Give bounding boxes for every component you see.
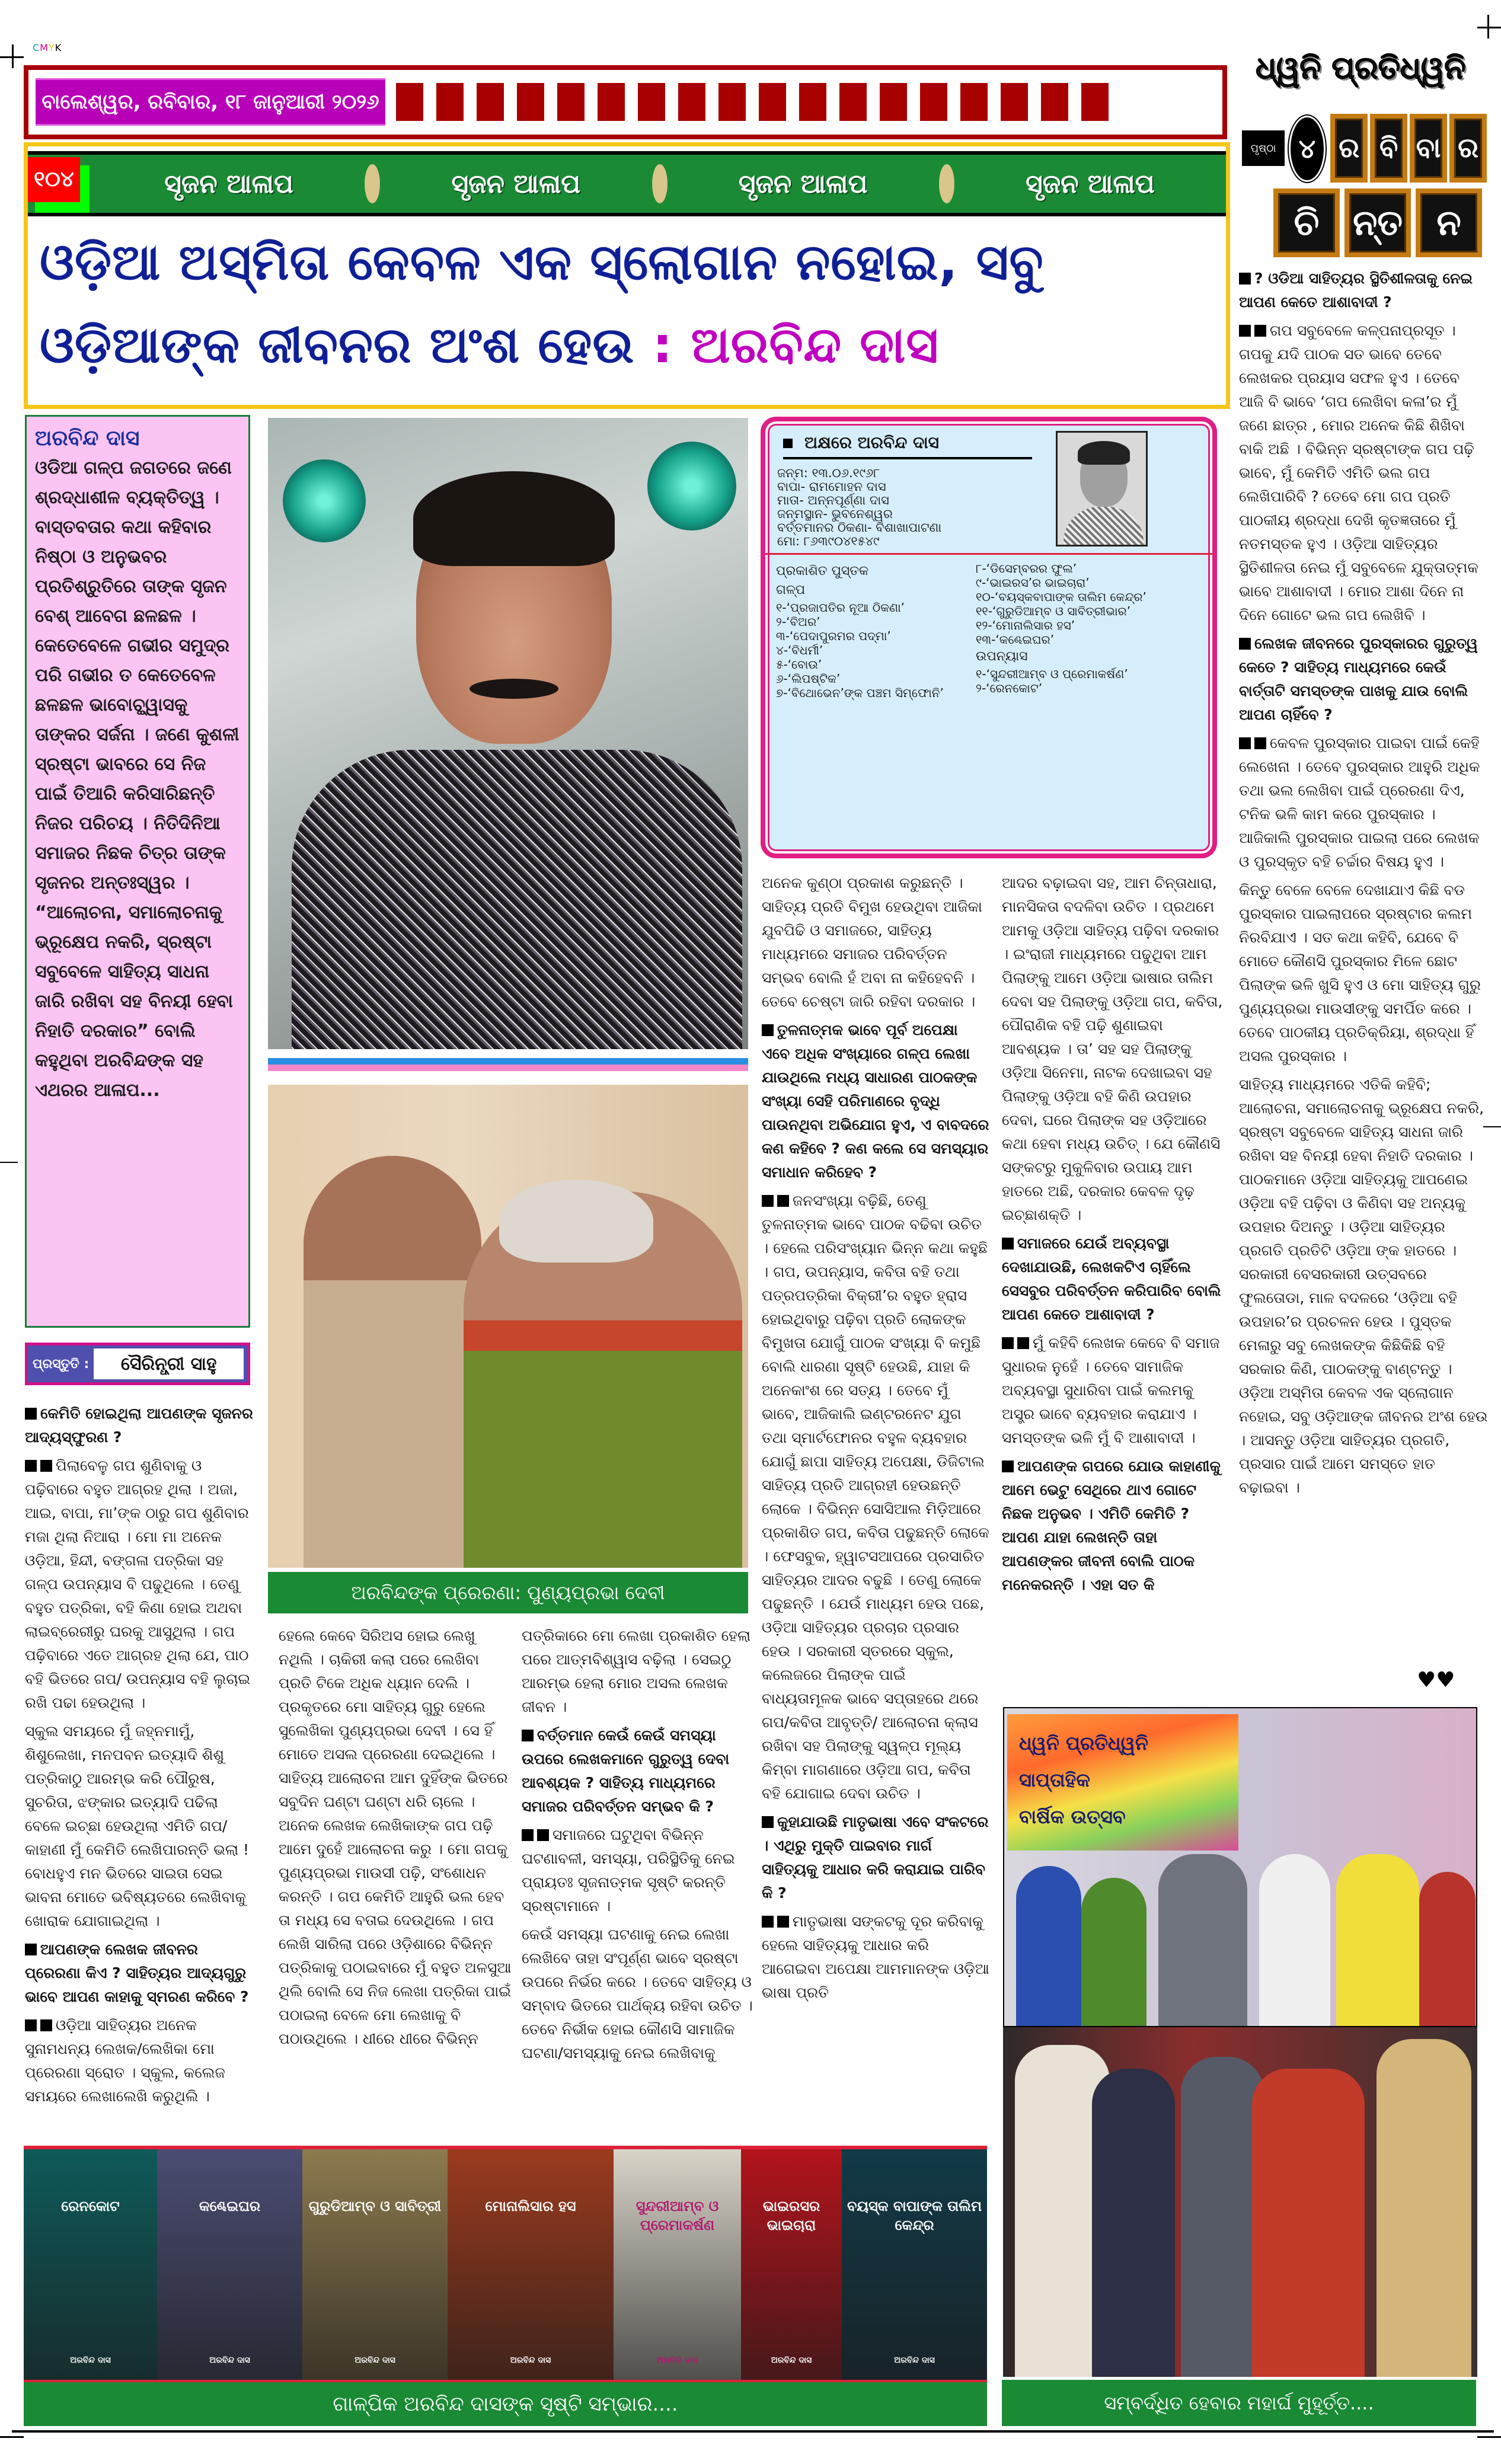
interview-question	[522, 1724, 753, 1819]
profile-box	[761, 417, 1217, 858]
decorative-stripes	[396, 83, 1222, 121]
square-bullet-icon	[25, 1460, 37, 1472]
interview-column	[1239, 267, 1488, 1663]
paragraph-text: ମୁଁ କହିବି ଲେଖକ କେବେ ବି ସମାଜ ସୁଧାରକ ନୁହେଁ । ତେବେ ସାମାଜିକ ଅବ୍ୟବସ୍ଥା ସୁଧାରିବା ପାଇଁ କଲମକୁ ଅସ୍ତ୍ର ଭାବେ ବ୍ୟବହାର କରାଯାଏ । ସମସ୍ତଙ୍କ ଭଳି ମୁଁ ବି ଆଶାବାଦୀ ।	[1002, 1334, 1220, 1446]
book-item: ୫-‘ବୋଉ’	[776, 657, 822, 672]
award-event-photo	[1003, 1707, 1477, 2377]
paragraph-text: ବର୍ତ୍ତମାନ କେଉଁ କେଉଁ ସମସ୍ୟା ଉପରେ ଲେଖକମାନେ ଗୁରୁତ୍ୱ ଦେବା ଆବଶ୍ୟକ ? ସାହିତ୍ୟ ମାଧ୍ୟମରେ ସମାଜର ପରିବର୍ତ୍ତନ ସମ୍ଭବ କି ?	[522, 1727, 730, 1815]
photo-caption: ଅରବିନ୍ଦଙ୍କ ପ୍ରେରଣା: ପୁଣ୍ୟପ୍ରଭା ଦେବୀ	[268, 1572, 748, 1613]
profile-title-text: ଅକ୍ଷରେ ଅରବିନ୍ଦ ଦାସ	[804, 433, 939, 452]
section-label: ସୃଜନ ଆଳାପ	[164, 168, 293, 199]
issue-number: ୧୦୪	[28, 157, 80, 202]
paragraph-text: ହେଲେ କେବେ ସିରିଅସ ହୋଇ ଲେଖୁ ନଥିଲି । ଚାକିରୀ କଲା ପରେ ଲେଖିବା ପ୍ରତି ଟିକେ ଅଧିକ ଧ୍ୟାନ ଦେଲି । ପ୍ରକୃତରେ ମୋ ସାହିତ୍ୟ ଗୁରୁ ହେଲେ ସୁଲେଖିକା ପୁଣ୍ୟପ୍ରଭା ଦେବୀ । ସେ ହିଁ ମୋତେ ଅସଲ ପ୍ରେରଣା ଦେଇଥିଲେ । ସାହିତ୍ୟ ଆଲୋଚନା ଆମ ଦୁହିଁଙ୍କ ଭିତରେ ସବୁଦିନ ଘଣ୍ଟା ଘଣ୍ଟା ଧରି ଚାଲେ । ଅନେକ ଲେଖକ ଲେଖିକାଙ୍କ ଗପ ପଢ଼ି ଆମେ ଦୁହେଁ ଆଲୋଚନା କରୁ । ମୋ ଗପକୁ ପୁଣ୍ୟପ୍ରଭା ମାଉସୀ ପଢ଼ି, ସଂଶୋଧନ କରନ୍ତି । ଗପ କେମିତି ଆହୁରି ଭଲ ହେବ ତା ମଧ୍ୟ ସେ ବତାଇ ଦେଉଥିଲେ । ଗପ ଲେଖି ସାରିଲା ପରେ ଓଡ଼ିଶାରେ ବିଭିନ୍ନ ପତ୍ରିକାକୁ ପଠାଇବାରେ ମୁଁ ବହୁତ ଅଳସୁଆ ଥିଲି ବୋଲି ସେ ନିଜ ଲେଖା ପତ୍ରିକା ପାଇଁ ପଠାଇଲା ବେଳେ ମୋ ଲେଖାକୁ ବି ପଠାଉଥିଲେ । ଧୀରେ ଧୀରେ ବିଭିନ୍ନ	[279, 1627, 512, 2047]
book-item: ୧୧-‘ଗୁରୁଡିଆମ୍ବ ଓ ସାବିତ୍ରୀଭାର’	[976, 604, 1131, 618]
interview-question	[25, 1938, 253, 2009]
square-bullet-icon	[1239, 273, 1251, 285]
book-cover	[24, 2149, 157, 2380]
book-title: ସୁନ୍ଦରୀଆମ୍ବ ଓ ପ୍ରେମାକର୍ଷଣ	[635, 2198, 719, 2233]
interview-column	[279, 1624, 513, 2140]
paragraph-text: ସ୍କୁଲ ସମୟରେ ମୁଁ ଜହ୍ନମାମୁଁ, ଶିଶୁଲେଖା, ମନପବନ ଇତ୍ୟାଦି ଶିଶୁ ପତ୍ରିକାଠୁ ଆରମ୍ଭ କରି ପୌରୁଷ, ସୁଚରିତା, ଝଙ୍କାର ଇତ୍ୟାଦି ପଢିଲା ବେଳେ ଇଚ୍ଛା ହେଉଥିଲା ଏମିତି ଗପ/ କାହାଣୀ ମୁଁ କେମିତି ଲେଖିପାରନ୍ତି ଭଲା ! ବୋଧହୁଏ ମନ ଭିତରେ ସାଇତା ସେଇ ଭାବନା ମୋତେ ଭବିଷ୍ୟତରେ ଲେଖିବାକୁ ଖୋରାକ ଯୋଗାଇଥିଲା ।	[25, 1722, 250, 1929]
book-title: ମୋନାଲିସାର ହସ	[485, 2198, 576, 2214]
fact-phone: ମୋ: ୮୬୩୯୦୪୧୫୪୯	[777, 534, 880, 548]
square-bullet-icon	[25, 1944, 37, 1955]
intro-name: ଅରବିନ୍ଦ ଦାସ	[35, 426, 140, 450]
square-bullet-icon	[522, 1730, 534, 1741]
dot-separator-icon	[652, 164, 668, 203]
headline-block	[24, 142, 1230, 409]
book-item: ୧-‘ପ୍ରଜାପତିର ନୂଆ ଠିକଣା’	[776, 600, 905, 615]
square-bullet-icon	[1017, 1337, 1029, 1349]
paragraph-text: ଅନେକ କୁଣ୍ଠା ପ୍ରକାଶ କରୁଛନ୍ତି । ସାହିତ୍ୟ ପ୍ରତି ବିମୁଖ ହେଉଥିବା ଆଜିକା ଯୁବପିଢି ଓ ସମାଜରେ, ସାହିତ୍ୟ ମାଧ୍ୟମରେ ସମାଜର ପରିବର୍ତ୍ତନ ସମ୍ଭବ ବୋଲି ହଁ ଅବା ନା କହିହେବନି । ତେବେ ଚେଷ୍ଟା ଜାରି ରହିବା ଦରକାର ।	[762, 874, 982, 1010]
book-cover	[842, 2149, 987, 2380]
book-item: ୧୨-‘ମୋନାଲିସାର ହସ’	[976, 618, 1075, 632]
author-portrait-photo	[268, 418, 748, 1049]
book-item: ୧୦-‘ବୟସ୍କବାପାଙ୍କ ତାଲିମ କେନ୍ଦ୍ର’	[976, 590, 1146, 604]
book-item: ୩-‘ପେଦାପୁରମର ପଦ୍ମା’	[776, 629, 891, 643]
interview-paragraph	[1239, 1073, 1488, 1500]
paragraph-text: ଆଦର ବଢ଼ାଇବା ସହ, ଆମ ଚିନ୍ତାଧାରା, ମାନସିକତା ବଦଳିବା ଉଚିତ । ପ୍ରଥମେ ଆମକୁ ଓଡ଼ିଆ ସାହିତ୍ୟ ପଢ଼ିବା ଦରକାର । ଇଂରାଜୀ ମାଧ୍ୟମରେ ପଢୁଥିବା ଆମ ପିଲାଙ୍କୁ ଆମେ ଓଡ଼ିଆ ଭାଷାର ତାଲିମ ଦେବା ସହ ପିଲାଙ୍କୁ ଓଡ଼ିଆ ଗପ, କବିତା, ପୌରାଣିକ ବହି ପଢ଼ି ଶୁଣାଇବା ଆବଶ୍ୟକ । ତା’ ସହ ସହ ପିଲାଙ୍କୁ ଓଡ଼ିଆ ସିନେମା, ନାଟକ ଦେଖାଇବା ସହ ପିଲାଙ୍କୁ ଓଡ଼ିଆ ବହି କିଣି ଉପହାର ଦେବା, ଘରେ ପିଲାଙ୍କ ସହ ଓଡ଼ିଆରେ କଥା ହେବା ମଧ୍ୟ ଉଚିତ୍ । ଯେ କୌଣସି ସଙ୍କଟରୁ ମୁକୁଳିବାର ଉପାୟ ଆମ ହାତରେ ଅଛି, ଦରକାର କେବଳ ଦୃଢ଼ ଇଚ୍ଛାଶକ୍ତି ।	[1002, 874, 1223, 1223]
square-bullet-icon	[762, 1816, 774, 1828]
paragraph-text: ପତ୍ରିକାରେ ମୋ ଲେଖା ପ୍ରକାଶିତ ହେଲା ପରେ ଆତ୍ମବିଶ୍ୱାସ ବଢ଼ିଲା । ସେଇଠୁ ଆରମ୍ଭ ହେଲା ମୋର ଅସଲ ଲେଖକ ଜୀବନ ।	[522, 1627, 751, 1715]
interview-answer	[1239, 319, 1488, 627]
interview-question	[762, 1018, 990, 1184]
byline	[25, 1343, 250, 1385]
book-title: ଗୁରୁଡିଆମ୍ବ ଓ ସାବିତ୍ରୀ	[308, 2198, 442, 2214]
square-bullet-icon	[40, 1460, 52, 1472]
byline-label: ପ୍ରସ୍ତୁତି :	[33, 1356, 90, 1372]
byline-name: ସୈରିନ୍ଧ୍ରୀ ସାହୁ	[94, 1348, 244, 1379]
interview-paragraph	[1002, 871, 1224, 1227]
interview-paragraph	[279, 1624, 513, 2051]
book-item: ୯-‘ଭାଇରସ’ର ଭାଇଚାରା’	[976, 576, 1090, 590]
fact-address: ବର୍ତ୍ତମାନର ଠିକଣା- ବିଶାଖାପାଟଣା	[777, 520, 942, 535]
book-item: ୧୩-‘କଣ୍ଢେଇଘର’	[976, 632, 1055, 647]
square-bullet-icon	[1002, 1337, 1014, 1349]
interview-column	[1002, 871, 1224, 1698]
book-title: ରେନକୋଟ	[61, 2198, 120, 2214]
event-photo-caption: ସମ୍ବର୍ଦ୍ଧିତ ହେବାର ମହାର୍ଘ ମୁହୂର୍ତ୍ତ....	[1002, 2380, 1476, 2426]
day-tile: ବା	[1410, 114, 1447, 183]
book-title: ବୟସ୍କ ବାପାଙ୍କ ତାଲିମ କେନ୍ଦ୍ର	[847, 2198, 982, 2233]
headline-name: ଅରବିନ୍ଦ ଦାସ	[691, 316, 939, 374]
square-bullet-icon	[762, 1024, 774, 1036]
interview-question	[1002, 1455, 1224, 1597]
newspaper-logo: ଧ୍ୱନି ପ୍ରତିଧ୍ୱନି	[1255, 50, 1466, 86]
issue-number-badge	[28, 157, 93, 210]
section-band	[28, 151, 1226, 216]
novels-heading: ଉପନ୍ୟାସ	[976, 649, 1028, 664]
crop-mark	[1477, 2436, 1501, 2438]
paragraph-text: ଲେଖକ ଜୀବନରେ ପୁରସ୍କାରର ଗୁରୁତ୍ୱ କେତେ ? ସାହିତ୍ୟ ମାଧ୍ୟମରେ କେଉଁ ବାର୍ତ୍ତାଟି ସମସ୍ତଙ୍କ ପାଖକୁ ଯାଉ ବୋଲି ଆପଣ ଚାହିଁବେ ?	[1239, 635, 1478, 723]
day-tile: ର	[1449, 114, 1487, 183]
book-author: ଅରବିନ୍ଦ ଦାସ	[510, 2356, 551, 2365]
paragraph-text: ଗପ ସବୁବେଳେ କଳ୍ପନାପ୍ରସୂତ । ଗପକୁ ଯଦି ପାଠକ ସତ ଭାବେ ତେବେ ଲେଖକର ପ୍ରୟାସ ସଫଳ ହୁଏ । ତେବେ ଆଜି ବି ଭାବେ ‘ଗପ ଲେଖିବା କଳା’ର ମୁଁ ଜଣେ ଛାତ୍ର , ମୋର ଅନେକ କିଛି ଶିଖିବା ବାକି ଅଛି । ବିଭିନ୍ନ ସ୍ରଷ୍ଟାଙ୍କ ଗପ ପଢ଼ି ଭାବେ, ମୁଁ କେମିତି ଏମିତି ଭଲ ଗପ ଲେଖିପାରିବି ? ତେବେ ମୋ ଗପ ପ୍ରତି ପାଠକୀୟ ଶ୍ରଦ୍ଧା ଦେଖି କୃତଜ୍ଞତାରେ ମୁଁ ନତମସ୍ତକ ହୁଏ । ଓଡ଼ିଆ ସାହିତ୍ୟର ସ୍ଥିତିଶୀଳତା ନେଇ ମୁଁ ସବୁବେଳେ ଯୁକ୍ତାତ୍ମକ ଭାବେ ଆଶାବାଦୀ । ମୋର ଆଶା ଦିନେ ନା ଦିନେ ଗୋଟେ ଭଲ ଗପ ଲେଖିବି ।	[1239, 322, 1478, 624]
paragraph-text: କୁହାଯାଉଛି ମାତୃଭାଷା ଏବେ ସଂକଟରେ । ଏଥିରୁ ମୁକ୍ତି ପାଇବାର ମାର୍ଗ ସାହିତ୍ୟକୁ ଆଧାର କରି କରାଯାଇ ପାରିବ କି ?	[762, 1813, 989, 1901]
end-mark: ♥♥	[1417, 1668, 1455, 1692]
square-bullet-icon	[1254, 737, 1266, 749]
crop-mark	[1487, 15, 1489, 39]
paragraph-text: ଆପଣଙ୍କ ଲେଖକ ଜୀବନର ପ୍ରେରଣା କିଏ ? ସାହିତ୍ୟର ଆଦ୍ୟଗୁରୁ ଭାବେ ଆପଣ କାହାକୁ ସ୍ମରଣ କରିବେ ?	[25, 1941, 249, 2005]
intro-box	[25, 415, 250, 1328]
book-cover	[741, 2149, 842, 2380]
paragraph-text: କେମିତି ହୋଇଥିଲା ଆପଣଙ୍କ ସୃଜନର ଆଦ୍ୟସ୍ଫୁରଣ ?	[25, 1405, 253, 1446]
interview-question	[762, 1810, 990, 1905]
book-cover	[157, 2149, 302, 2380]
book-covers-caption: ଗାଳ୍ପିକ ଅରବିନ୍ଦ ଦାସଙ୍କ ସୃଷ୍ଟି ସମ୍ଭାର....	[24, 2380, 987, 2426]
square-bullet-icon	[522, 1829, 534, 1841]
paragraph-text: କେଉଁ ସମସ୍ୟା ଘଟଣାକୁ ନେଇ ଲେଖା ଲେଖିବେ ତାହା ସଂପୂର୍ଣ୍ଣ ଭାବେ ସ୍ରଷ୍ଟା ଉପରେ ନିର୍ଭର କରେ । ତେବେ ସାହିତ୍ୟ ଓ ସମ୍ବାଦ ଭିତରେ ପାର୍ଥକ୍ୟ ରହିବା ଉଚିତ । ତେବେ ନିର୍ଭୀକ ହୋଇ କୌଣସି ସାମାଜିକ ଘଟଣା/ସମସ୍ୟାକୁ ନେଇ ଲେଖିବାକୁ	[522, 1926, 753, 2062]
interview-column	[762, 871, 990, 2140]
book-cover	[614, 2149, 741, 2380]
square-bullet-icon	[1239, 638, 1251, 650]
book-item: ୨-‘ବିଅର’	[776, 615, 820, 629]
interview-paragraph	[1239, 878, 1488, 1068]
book-title: ଭାଇରସର ଭାଇଚାରା	[762, 2198, 820, 2233]
book-author: ଅରବିନ୍ଦ ଦାସ	[771, 2356, 812, 2365]
book-author: ଅରବିନ୍ଦ ଦାସ	[70, 2356, 111, 2365]
headline-separator: :	[652, 316, 673, 374]
paragraph-text: ଆପଣଙ୍କ ଗପରେ ଯୋଉ କାହାଣୀକୁ ଆମେ ଭେଟୁ ସେଥିରେ ଥାଏ ଗୋଟେ ନିଛକ ଅନୁଭବ । ଏମିତି କେମିତି ? ଆପଣ ଯାହା ଲେଖନ୍ତି ତାହା ଆପଣଙ୍କର ଜୀବନୀ ବୋଲି ପାଠକ ମନେକରନ୍ତି । ଏହା ସତ କି	[1002, 1458, 1221, 1593]
section-label: ସୃଜନ ଆଳାପ	[1026, 168, 1155, 199]
profile-photo	[1056, 431, 1148, 547]
paragraph-text: କେବଳ ପୁରସ୍କାର ପାଇବା ପାଇଁ କେହି ଲେଖେନା । ତେବେ ପୁରସ୍କାର ଆହୁରି ଅଧିକ ତଥା ଭଲ ଲେଖିବା ପାଇଁ ପ୍ରେରଣା ଦିଏ, ଟନିକ ଭଳି କାମ କରେ ପୁରସ୍କାର । ଆଜିକାଲି ପୁରସ୍କାର ପାଇଲା ପରେ ଲେଖକ ଓ ପୁରସ୍କୃତ ବହି ଚର୍ଚ୍ଚାର ବିଷୟ ହୁଏ ।	[1239, 734, 1480, 870]
crop-mark	[1477, 27, 1501, 28]
felicitation-photo	[1003, 1707, 1477, 2027]
intro-text: ଓଡିଆ ଗଳ୍ପ ଜଗତରେ ଜଣେ ଶ୍ରଦ୍ଧାଶୀଳ ବ୍ୟକ୍ତିତ୍ୱ । ବାସ୍ତବତାର କଥା କହିବାର ନିଷ୍ଠା ଓ ଅନୁଭବର ପ୍ରତିଶ୍ରୁତିରେ ତାଙ୍କ ସୃଜନ ବେଶ୍ ଆବେଗ ଛଳଛଳ । କେତେବେଳେ ଗଭୀର ସମୁଦ୍ର ପରି ଗଭୀର ତ କେତେବେଳ ଛଳଛଳ ଭାବୋଚ୍ଛ୍ୱାସକୁ ତାଙ୍କର ସର୍ଜନା । ଜଣେ କୁଶଳୀ ସ୍ରଷ୍ଟା ଭାବରେ ସେ ନିଜ ପାଇଁ ତିଆରି କରିସାରିଛନ୍ତି ନିଜର ପରିଚୟ । ନିତିଦିନିଆ ସମାଜର ନିଛକ ଚିତ୍ର ତାଙ୍କ ସୃଜନର ଅନ୍ତଃସ୍ୱର । “ଆଲୋଚନା, ସମାଲୋଚନାକୁ ଭ୍ରୂକ୍ଷେପ ନକରି, ସ୍ରଷ୍ଟା ସବୁବେଳେ ସାହିତ୍ୟ ସାଧନା ଜାରି ରଖିବା ସହ ବିନୟୀ ହେବା ନିହାତି ଦରକାର” ବୋଲି କହୁଥିବା ଅରବିନ୍ଦଙ୍କ ସହ ଏଥରର ଆଳାପ...	[35, 458, 239, 1101]
interview-answer	[762, 1910, 990, 2005]
interview-answer	[762, 1189, 990, 1805]
crop-mark	[12, 44, 14, 68]
square-bullet-icon	[1254, 325, 1266, 337]
profile-title	[783, 432, 1032, 459]
square-bullet-icon	[25, 1408, 37, 1420]
square-bullet-icon	[1239, 737, 1251, 749]
book-item: ୮-‘ଡିସେମ୍ବରର ଫୁଲ’	[976, 561, 1077, 576]
interview-column	[25, 1402, 253, 2137]
section-tile: ଚି	[1273, 188, 1340, 257]
paragraph-text: ପିଲାବେଳୁ ଗପ ଶୁଣିବାକୁ ଓ ପଢ଼ିବାରେ ବହୁତ ଆଗ୍ରହ ଥିଲା । ଅଜା, ଆଇ, ବାପା, ମା’ଙ୍କ ଠାରୁ ଗପ ଶୁଣିବାର ମଜା ଥିଲା ନିଆରା । ମୋ ମା ଅନେକ ଓଡ଼ିଆ, ହିନ୍ଦୀ, ବଙ୍ଗଳା ପତ୍ରିକା ସହ ଗଳ୍ପ ଉପନ୍ୟାସ ବି ପଢୁଥିଲେ । ତେଣୁ ବହୁତ ପତ୍ରିକା, ବହି କିଣା ହୋଇ ଅଥବା ଲାଇବ୍ରେରୀରୁ ଘରକୁ ଆସୁଥିଲା । ଗପ ପଢ଼ିବାରେ ଏତେ ଆଗ୍ରହ ଥିଲା ଯେ, ପାଠ ବହି ଭିତରେ ଗପ/ ଉପନ୍ୟାସ ବହି ଲୁଚାଇ ରଖି ପଢା ହେଉଥିଲା ।	[25, 1457, 251, 1711]
section-tile: ନ୍ତ	[1344, 188, 1411, 257]
decorative-divider	[268, 1058, 748, 1071]
page-bottom-rule	[12, 2430, 1494, 2433]
award-presentation-photo	[1003, 2027, 1477, 2377]
interview-answer	[25, 1454, 253, 1715]
interview-question	[1002, 1232, 1224, 1327]
interview-paragraph	[762, 871, 990, 1014]
paragraph-text: ଓଡ଼ିଆ ସାହିତ୍ୟର ଅନେକ ସୁନାମଧନ୍ୟ ଲେଖକ/ଲେଖିକା ମୋ ପ୍ରେରଣା ସ୍ରୋତ । ସ୍କୁଲ, କଲେଜ ସମୟରେ ଲେଖାଲେଖି କରୁଥିଲି ।	[25, 2016, 225, 2105]
paragraph-text: ତୁଳନାତ୍ମକ ଭାବେ ପୂର୍ବ ଅପେକ୍ଷା ଏବେ ଅଧିକ ସଂଖ୍ୟାରେ ଗଳ୍ପ ଲେଖା ଯାଉଥିଲେ ମଧ୍ୟ ସାଧାରଣ ପାଠକଙ୍କ ସଂଖ୍ୟା ସେହି ପରିମାଣରେ ବୃଦ୍ଧି ପାଉନଥିବା ଅଭିଯୋଗ ହୁଏ, ଏ ବାବଦରେ କଣ କହିବେ ? କଣ କଲେ ସେ ସମସ୍ୟାର ସମାଧାନ କରିହେବ ?	[762, 1021, 989, 1181]
book-item: ୨-‘ରେନକୋଟ’	[976, 681, 1043, 695]
interview-paragraph	[522, 1624, 753, 1719]
day-tile: ର	[1330, 114, 1368, 183]
day-tile: ବି	[1370, 114, 1407, 183]
dot-separator-icon	[365, 164, 380, 203]
square-bullet-icon	[1239, 325, 1251, 337]
interview-question	[1239, 632, 1488, 727]
page-label: ପୃଷ୍ଠା	[1242, 130, 1285, 166]
interview-answer	[522, 1823, 753, 1918]
profile-facts	[777, 466, 1047, 548]
stories-heading: ଗଳ୍ପ	[776, 583, 806, 597]
square-bullet-icon	[40, 2019, 52, 2031]
square-bullet-icon	[762, 1195, 774, 1207]
event-banner	[1007, 1714, 1238, 1851]
paragraph-text: ମାତୃଭାଷା ସଙ୍କଟକୁ ଦୂର କରିବାକୁ ହେଲେ ସାହିତ୍ୟକୁ ଆଧାର କରି ଆଗେଇବା ଅପେକ୍ଷା ଆମମାନଙ୍କ ଓଡ଼ିଆ ଭାଷା ପ୍ରତି	[762, 1913, 989, 2001]
book-covers-strip	[24, 2146, 987, 2380]
book-author: ଅରବିନ୍ଦ ଦାସ	[894, 2356, 935, 2365]
book-author: ଅରବିନ୍ଦ ଦାସ	[657, 2356, 698, 2365]
fact-birthplace: ଜନ୍ମସ୍ଥାନ- ଭୁବନେଶ୍ୱର	[777, 507, 893, 521]
section-label: ସୃଜନ ଆଳାପ	[738, 168, 868, 199]
book-item: ୭-‘ବିଥୋଭେନ’ଙ୍କ ପଞ୍ଚମ ସିମ୍ଫୋନି’	[776, 686, 944, 700]
bullet-icon	[783, 439, 793, 448]
banner-text: ବାର୍ଷିକ ଉତ୍ସବ	[1019, 1805, 1126, 1828]
book-author: ଅରବିନ୍ଦ ଦାସ	[355, 2356, 395, 2365]
page-number: ୪	[1289, 116, 1326, 182]
square-bullet-icon	[1002, 1238, 1014, 1249]
book-item: ୧-‘ସୁନ୍ଦରୀଆମ୍ବ ଓ ପ୍ରେମାକର୍ଷଣ’	[976, 667, 1128, 681]
published-heading: ପ୍ରକାଶିତ ପୁସ୍ତକ	[776, 564, 869, 579]
interview-question	[25, 1402, 253, 1449]
fact-dob: ଜନ୍ମ: ୧୩.୦୬.୧୯୬୮	[777, 466, 880, 480]
books-list-right	[976, 561, 1201, 695]
paragraph-text: ସମାଜରେ ଯେଉଁ ଅବ୍ୟବସ୍ଥା ଦେଖାଯାଉଛି, ଲେଖକଟିଏ ଚାହିଁଲେ ସେସବୁର ପରିବର୍ତ୍ତନ କରିପାରିବ ବୋଲି ଆପଣ କେତେ ଆଶାବାଦୀ ?	[1002, 1235, 1221, 1323]
books-list-left	[776, 561, 972, 700]
interview-answer	[1239, 731, 1488, 874]
book-cover	[448, 2149, 614, 2380]
banner-text: ଧ୍ୱନି ପ୍ରତିଧ୍ୱନି	[1019, 1732, 1148, 1754]
divider	[765, 553, 1212, 555]
interview-column	[522, 1624, 753, 2140]
interview-answer	[25, 2014, 253, 2108]
interview-answer	[1002, 1331, 1224, 1450]
headline-line-1: ଓଡ଼ିଆ ଅସ୍ମିତା କେବଳ ଏକ ସ୍ଲୋଗାନ ନହୋଇ, ସବୁ	[40, 233, 1044, 291]
fact-mother: ମାତା- ଅନ୍ନପୂର୍ଣ୍ଣା ଦାସ	[777, 493, 889, 507]
square-bullet-icon	[1002, 1460, 1014, 1472]
section-tile: ନ	[1416, 188, 1482, 257]
square-bullet-icon	[777, 1916, 789, 1928]
registration-mark	[0, 1162, 18, 1163]
cmyk-mark: CMYK	[33, 42, 62, 53]
dateline-bar	[24, 65, 1227, 139]
crop-mark	[0, 2436, 24, 2438]
paragraph-text: ଜନସଂଖ୍ୟା ବଢ଼ିଛି, ତେଣୁ ତୁଳନାତ୍ମକ ଭାବେ ପାଠକ ବଢିବା ଉଚିତ । ହେଲେ ପରିସଂଖ୍ୟାନ ଭିନ୍ନ କଥା କହୁଛି । ଗପ, ଉପନ୍ୟାସ, କବିତା ବହି ତଥା ପତ୍ରପତ୍ରିକା ବିକ୍ରୀ’ର ବହୁତ ହ୍ରାସ ହୋଇଥିବାରୁ ପଢ଼ିବା ପ୍ରତି ଲୋକଙ୍କ ବିମୁଖତା ଯୋଗୁଁ ପାଠକ ସଂଖ୍ୟା ବି କମୁଛି ବୋଲି ଧାରଣା ସୃଷ୍ଟି ହେଉଛି, ଯାହା କି ଅନେକାଂଶ ରେ ସତ୍ୟ । ତେବେ ମୁଁ ଭାବେ, ଆଜିକାଲି ଇଣ୍ଟରନେଟ ଯୁଗ ତଥା ସ୍ମାର୍ଟଫୋନର ବହୁଳ ବ୍ୟବହାର ଯୋଗୁଁ ଛାପା ସାହିତ୍ୟ ଅପେକ୍ଷା, ଡିଜିଟାଲ ସାହିତ୍ୟ ପ୍ରତି ଆଗ୍ରହୀ ହେଉଛନ୍ତି ଲୋକେ । ବିଭିନ୍ନ ସୋସିଆଲ ମିଡ଼ିଆରେ ପ୍ରକାଶିତ ଗପ, କବିତା ପଢୁଛନ୍ତି ଲୋକେ । ଫେସବୁକ, ହ୍ୱାଟସଆପରେ ପ୍ରସାରିତ ସାହିତ୍ୟର ଆଦର ବଢୁଛି । ତେଣୁ ଲୋକେ ପଢୁଛନ୍ତି । ଯେଉଁ ମାଧ୍ୟମ ହେଉ ପଛେ, ଓଡ଼ିଆ ସାହିତ୍ୟର ପ୍ରଚାର ପ୍ରସାର ହେଉ । ସରକାରୀ ସ୍ତରରେ ସ୍କୁଲ, କଲେଜରେ ପିଲାଙ୍କ ପାଇଁ ବାଧ୍ୟତାମୂଳକ ଭାବେ ସପ୍ତାହରେ ଥରେ ଗପ/କବିତା ଆବୃତ୍ତି/ ଆଲୋଚନା କ୍ଲାସ ରଖିବା ସହ ପିଲାଙ୍କୁ ସ୍ୱଳ୍ପ ମୂଲ୍ୟ କିମ୍ବା ମାଗଣାରେ ଓଡ଼ିଆ ଗପ, କବିତା ବହି ଯୋଗାଇ ଦେବା ଉଚିତ ।	[762, 1192, 989, 1802]
paragraph-text: କିନ୍ତୁ ବେଳେ ବେଳେ ଦେଖାଯାଏ କିଛି ବଡ ପୁରସ୍କାର ପାଇଲାପରେ ସ୍ରଷ୍ଟାର କଲମ ନିରବିଯାଏ । ସତ କଥା କହିବି, ଯେବେ ବି ମୋତେ କୌଣସି ପୁରସ୍କାର ମିଳେ ଛୋଟ ପିଲାଙ୍କ ଭଳି ଖୁସି ହୁଏ ଓ ମୋ ସାହିତ୍ୟ ଗୁରୁ ପୁଣ୍ୟପ୍ରଭା ମାଉସୀଙ୍କୁ ସମର୍ପିତ କରେ । ତେବେ ପାଠକୀୟ ପ୍ରତିକ୍ରିୟା, ଶ୍ରଦ୍ଧା ହିଁ ଅସଲ ପୁରସ୍କାର ।	[1239, 881, 1481, 1065]
interview-paragraph	[522, 1923, 753, 2065]
book-author: ଅରବିନ୍ଦ ଦାସ	[209, 2356, 250, 2365]
square-bullet-icon	[762, 1916, 774, 1928]
book-cover	[302, 2149, 448, 2380]
square-bullet-icon	[777, 1195, 789, 1207]
fact-father: ବାପା- ରାମମୋହନ ଦାସ	[777, 480, 886, 494]
book-title: କଣ୍ଢେଇଘର	[199, 2198, 261, 2214]
banner-text: ସାପ୍ତାହିକ	[1019, 1769, 1090, 1791]
book-item: ୪-‘ବିଧର୍ମୀ’	[776, 643, 823, 657]
section-label: ସୃଜନ ଆଳାପ	[451, 168, 581, 199]
square-bullet-icon	[25, 2019, 37, 2031]
dateline: ବାଲେଶ୍ୱର, ରବିବାର, ୧୮ ଜାନୁଆରୀ ୨୦୨୬	[36, 78, 385, 126]
book-item: ୬-‘ଲିପଷ୍ଟିକ’	[776, 672, 841, 686]
interview-question	[1239, 267, 1488, 314]
headline-text: ଓଡ଼ିଆଙ୍କ ଜୀବନର ଅଂଶ ହେଉ	[40, 316, 635, 374]
author-with-mentor-photo	[268, 1085, 748, 1568]
square-bullet-icon	[537, 1829, 549, 1841]
headline-line-2	[40, 309, 1214, 381]
paragraph-text: ସାହିତ୍ୟ ମାଧ୍ୟମରେ ଏତିକି କହିବି; ଆଲୋଚନା, ସମାଲୋଚନାକୁ ଭ୍ରୂକ୍ଷେପ ନକରି, ସ୍ରଷ୍ଟା ସବୁବେଳେ ସାହିତ୍ୟ ସାଧନା ଜାରି ରଖିବା ସହ ବିନୟୀ ହେବା ନିହାତି ଦରକାର । ପାଠକମାନେ ଓଡ଼ିଆ ସାହିତ୍ୟକୁ ଆପଣେଇ ଓଡ଼ିଆ ବହି ପଢ଼ିବା ଓ କିଣିବା ସହ ଅନ୍ୟକୁ ଉପହାର ଦିଅନ୍ତୁ । ଓଡ଼ିଆ ସାହିତ୍ୟର ପ୍ରଗତି ପ୍ରତିଟି ଓଡ଼ିଆ ଙ୍କ ହାତରେ । ସରକାରୀ ବେସରକାରୀ ଉତ୍ସବରେ ଫୁଲତୋଡା, ମାଳ ବଦଳରେ ‘ଓଡ଼ିଆ ବହି ଉପହାର’ର ପ୍ରଚଳନ ହେଉ । ପୁସ୍ତକ ମେଳାରୁ ସବୁ ଲେଖକଙ୍କ କିଛିକିଛି ବହି ସରକାର କିଣି, ପାଠକଙ୍କୁ ବାଣ୍ଟନ୍ତୁ । ଓଡ଼ିଆ ଅସ୍ମିତା କେବଳ ଏକ ସ୍ଲୋଗାନ ନହୋଇ, ସବୁ ଓଡ଼ିଆଙ୍କ ଜୀବନର ଅଂଶ ହେଉ । ଆସନ୍ତୁ ଓଡ଼ିଆ ସାହିତ୍ୟର ପ୍ରଗତି, ପ୍ରସାର ପାଇଁ ଆମେ ସମସ୍ତେ ହାତ ବଢ଼ାଇବା ।	[1239, 1076, 1488, 1496]
dot-separator-icon	[939, 164, 954, 203]
paragraph-text: ? ଓଡିଆ ସାହିତ୍ୟର ସ୍ଥିତିଶୀଳତାକୁ ନେଇ ଆପଣ କେତେ ଆଶାବାଦୀ ?	[1239, 270, 1473, 311]
paragraph-text: ସମାଜରେ ଘଟୁଥିବା ବିଭିନ୍ନ ଘଟଣାବଳୀ, ସମସ୍ୟା, ପରିସ୍ଥିତିକୁ ନେଇ ପ୍ରାୟତଃ ସୃଜନାତ୍ମକ ସୃଷ୍ଟି କରନ୍ତି ସ୍ରଷ୍ଟାମାନେ ।	[522, 1826, 735, 1915]
interview-paragraph	[25, 1720, 253, 1933]
